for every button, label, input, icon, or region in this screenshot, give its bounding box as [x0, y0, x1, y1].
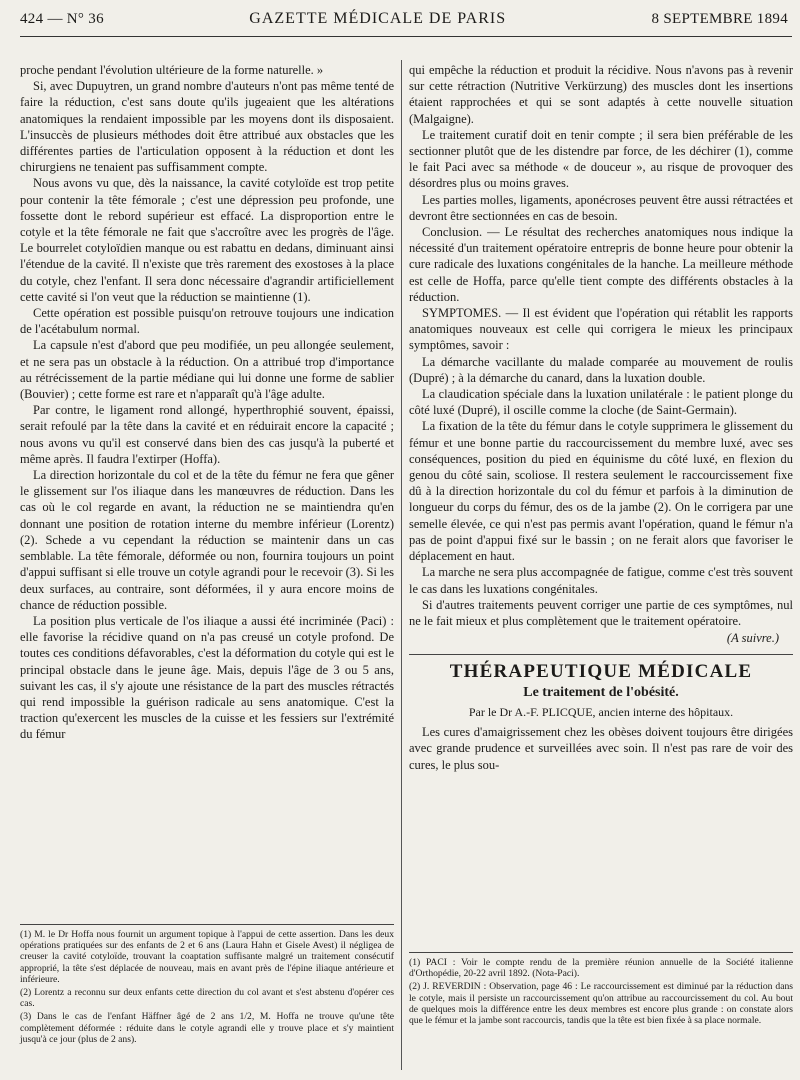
section-rule [409, 654, 793, 655]
right-paragraph: La claudication spéciale dans la luxation unilatérale : le patient plonge du côté luxé (Dupré), il oscille comme la cloche (de Saint-Germain). [409, 387, 793, 418]
right-paragraph: La démarche vacillante du malade comparée au mouvement de roulis (Dupré) ; à la démarche du canard, dans la luxation double. [409, 354, 793, 385]
right-paragraph: Le traitement curatif doit en tenir compte ; il sera bien préférable de les sectionner plutôt que de les distendre par force, de les déchirer (1), comme le fait Paci avec sa méthode « de douceur », au risque de provoquer des désordres plus ou moins graves. [409, 127, 793, 191]
footnote: (2) J. REVERDIN : Observation, page 46 : Le raccourcissement est diminué par la réduction dans le cotyle, mais il persiste un raccourcissement qu'on attribue au raccourcissement du col. Au bout de quelques mois la différence entre les deux membres est encore plus grande : on constate alors que le fémur et la jambe sont raccourcis, tandis que la tête est bien fixée à sa place normale. [409, 981, 793, 1027]
left-paragraph: Cette opération est possible puisqu'on retrouve toujours une indication de l'acétabulum normal. [20, 306, 394, 337]
conclusion-paragraph: Conclusion. — Le résultat des recherches anatomiques nous indique la nécessité d'un traitement opératoire entrepris de bonne heure pour obtenir la cure radicale des luxations congénitales de la hanche. La meilleure méthode est celle de Hoffa, parce qu'elle tient compte des différents obstacles à la réduction. [409, 225, 793, 304]
footnote: (1) PACI : Voir le compte rendu de la première réunion annuelle de la Société italienne d'Orthopédie, 20-22 avril 1892. (Nota-Paci). [409, 957, 793, 980]
left-column [20, 62, 394, 743]
page-number: 424 — N° 36 [20, 11, 104, 27]
column-divider [401, 60, 402, 1070]
footnote: (3) Dans le cas de l'enfant Häffner âgé de 2 ans 1/2, M. Hoffa ne trouve qu'une tête complètement déformée : réduite dans le cotyle agrandi elle y trouve place et s'y maintient jusqu'à ce jour (plus de 2 ans). [20, 1011, 394, 1045]
article-title: Le traitement de l'obésité. [523, 685, 679, 701]
publication-title: GAZETTE MÉDICALE DE PARIS [249, 10, 507, 27]
left-paragraph: proche pendant l'évolution ultérieure de la forme naturelle. » [20, 63, 324, 77]
left-paragraph: Par contre, le ligament rond allongé, hyperthrophié souvent, épaissi, serait refoulé par la tête dans la cavité et en réduirait encore la capacité ; nous avons vu qu'il est conservé dans bien des cas jusqu'à la puberté et même après. Il faudra l'extirper (Hoffa). [20, 403, 394, 466]
right-footnotes [409, 952, 793, 1028]
left-paragraph: La capsule n'est d'abord que peu modifiée, un peu allongée seulement, et ne sera pas un obstacle à la réduction. On a attribué trop d'importance au rétrécissement de la partie médiane qui lui donne une forme de sablier (Bouvier) ; cette forme est rare et n'apparaît qu'à l'âge adulte. [20, 338, 394, 402]
right-paragraph: qui empêche la réduction et produit la récidive. Nous n'avons pas à revenir sur cette rétraction (Nutritive Verkürzung) des muscles dont les insertions étaient rapprochées et qui se sont adaptés à cette nouvelle situation (Malgaigne). [409, 63, 793, 126]
right-paragraph: La marche ne sera plus accompagnée de fatigue, comme c'est très souvent le cas dans les luxations congénitales. [409, 565, 793, 596]
left-paragraph: La direction horizontale du col et de la tête du fémur ne fera que gêner le glissement sur l'os iliaque dans les manœuvres de réduction. Dans les cas où le col regarde en avant, la réduction ne se maintiendra qu'en donnant une position de rotation interne du membre inférieur (Lorentz) (2). Schede a vu cependant la réduction se maintenir dans un cas semblable. La tête fémorale, déformée ou non, fournira toujours un point d'appui suffisant si elle trouve un cotyle agrandi pour le recevoir (3). Si les deux surfaces, au contraire, sont déformées, il y aura encore moins de chance de réduction possible. [20, 468, 394, 612]
right-paragraph: La fixation de la tête du fémur dans le cotyle supprimera le glissement du fémur et une bonne partie du raccourcissement du membre luxé, avec ses conséquences, position du pied en équinisme du côté luxé, en flexion du genou du côté sain, scoliose. Il restera seulement le raccourcissement fixe dû à la direction horizontale du col du fémur et parfois à la diminution de longueur du corps du fémur, des os de la jambe (2). On le corrigera par une semelle élevée, ce qui n'est pas permis avant l'opération, quand le fémur n'a pas de point d'appui fixé sur le bassin ; on ne ferait alors que favoriser le déplacement en haut. [409, 419, 793, 564]
left-paragraph: Si, avec Dupuytren, un grand nombre d'auteurs n'ont pas même tenté de faire la réduction, c'est sans doute qu'ils jugeaient que les altérations anatomiques la rendaient impossible par les moyens dont ils disposaient. L'insuccès de plusieurs méthodes doit être attribué aux obstacles que les différentes parties de l'articulation opposent à la réduction et dont les chirurgiens ne tenaient pas suffisamment compte. [20, 79, 394, 175]
footnote: (2) Lorentz a reconnu sur deux enfants cette direction du col avant et s'est abstenu d'opérer ces cas. [20, 987, 394, 1010]
right-paragraph: Si d'autres traitements peuvent corriger une partie de ces symptômes, nul ne le fait mieux et plus complètement que le traitement opératoire. [409, 597, 793, 628]
left-paragraph: Nous avons vu que, dès la naissance, la cavité cotyloïde est trop petite pour contenir la tête fémorale ; c'est une dépression peu profonde, une fossette dont le rebord supérieur est effacé. La disproportion entre le cotyle et la tête fémorale ne fait que s'accroître avec les progrès de l'âge. Le bourrelet cotyloïdien manque ou est rabattu en dedans, diminuant ainsi l'étendue de la cavité. Il n'existe que très rarement des exostoses à la place du cotyle, chez l'enfant. Il sera donc nécessaire d'agrandir artificiellement cette cavité si l'on veut que la réduction se maintienne (1). [20, 176, 394, 304]
symptoms-paragraph: SYMPTOMES. — Il est évident que l'opération qui rétablit les rapports anatomiques nouveaux est celle qui corrigera le mieux les principaux symptômes, savoir : [409, 306, 793, 353]
footnote: (1) M. le Dr Hoffa nous fournit un argument topique à l'appui de cette assertion. Dans les deux opérations pratiquées sur des enfants de 2 et 6 ans (Laura Hahn et Gisele Avest) il négligea de creuser la cavité cotyloïde, trouvant la coaptation suffisante malgré un traitement consécutif approprié, la tête s'est déplacée de nouveau, mais en avant près de l'épine iliaque antérieure et inférieure. [20, 929, 394, 985]
article-paragraph: Les cures d'amaigrissement chez les obèses doivent toujours être dirigées avec grande prudence et surveillées avec soin. Il n'est pas rare de voir des cures, le plus sou- [409, 725, 793, 772]
right-column [409, 62, 793, 773]
article-byline: Par le Dr A.-F. PLICQUE, ancien interne des hôpitaux. [468, 705, 734, 720]
left-footnotes [20, 924, 394, 1047]
header-rule [20, 36, 792, 37]
to-be-continued: (A suivre.) [726, 631, 779, 646]
issue-date: 8 SEPTEMBRE 1894 [651, 11, 788, 27]
right-paragraph: Les parties molles, ligaments, aponécroses peuvent être aussi rétractées et devront être sectionnées en cas de besoin. [409, 192, 793, 223]
left-paragraph: La position plus verticale de l'os iliaque a aussi été incriminée (Paci) : elle favorise la récidive quand on n'a pas creusé un cotyle profond. De toutes ces conditions défavorables, c'est la déformation du cotyle qui est le principal obstacle dans le jeune âge. Mais, depuis l'âge de 3 ou 5 ans, suivant les cas, il s'y ajoute une résistance de la part des muscles rétractés qui rend impossible la guérison radicale au sens anatomique. C'est la traction qu'exercent les muscles de la cuisse et les fessiers sur l'extrémité du fémur [20, 613, 394, 742]
section-title: THÉRAPEUTIQUE MÉDICALE [449, 661, 753, 683]
page-header [20, 10, 788, 34]
